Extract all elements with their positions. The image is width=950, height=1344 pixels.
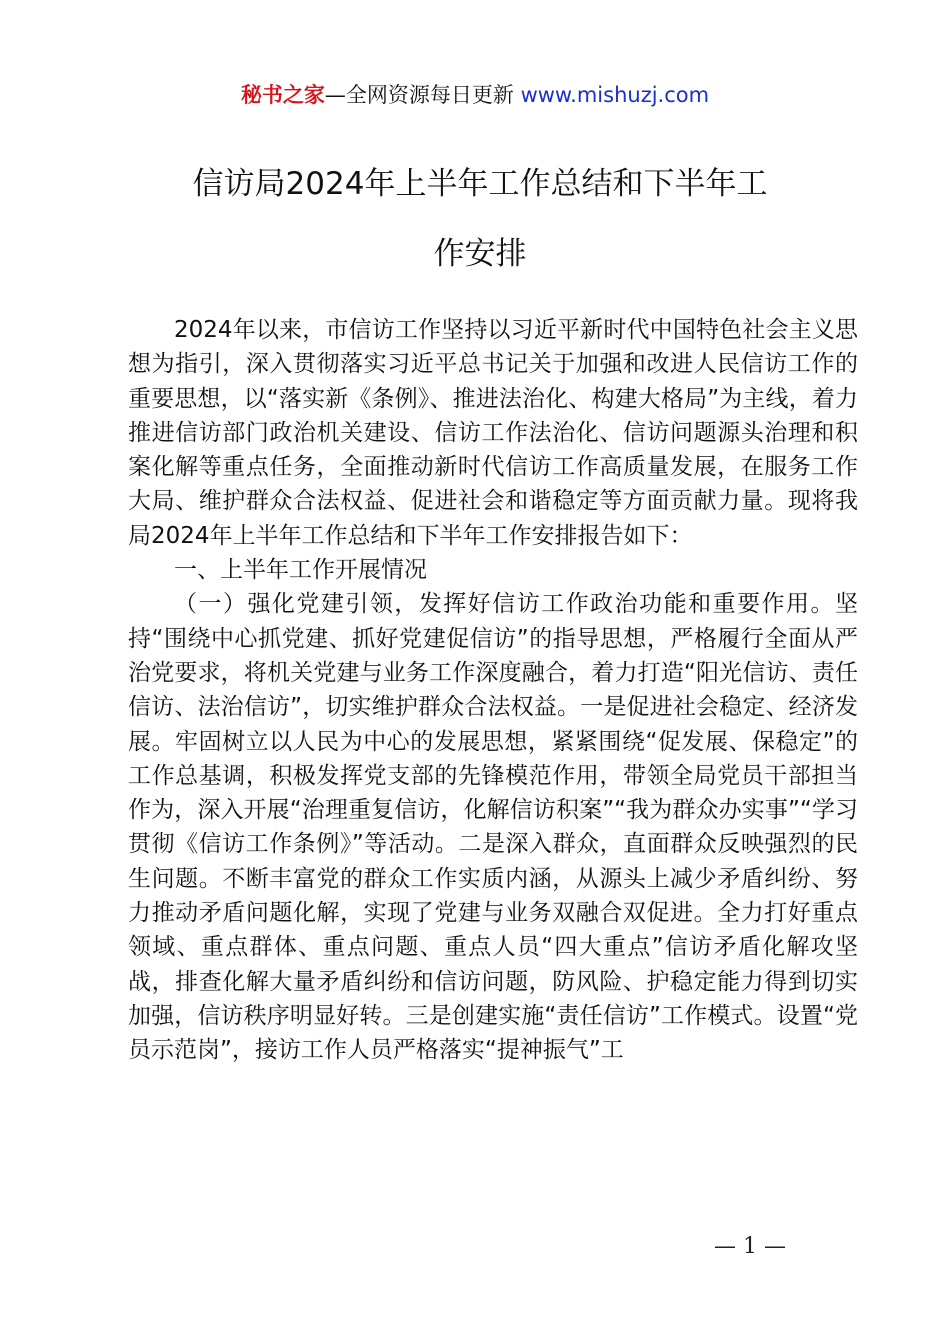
title-line-1: 信访局2024年上半年工作总结和下半年工 [192, 166, 768, 202]
site-tagline: —全网资源每日更新 [324, 83, 514, 107]
document-title [130, 160, 830, 278]
document-body [128, 313, 858, 1068]
site-brand: 秘书之家 [240, 83, 325, 107]
site-header [0, 80, 950, 110]
section-1-paragraph-1: （一）强化党建引领，发挥好信访工作政治功能和重要作用。坚持“围绕中心抓党建、抓好党建促信访”的指导思想，严格履行全面从严治党要求，将机关党建与业务工作深度融合，着力打造“阳光信访、责任信访、法治信访”，切实维护群众合法权益。一是促进社会稳定、经济发展。牢固树立以人民为中心的发展思想，紧紧围绕“促发展、保稳定”的工作总基调，积极发挥党支部的先锋模范作用，带领全局党员干部担当作为，深入开展“治理重复信访，化解信访积案”“我为群众办实事”“学习贯彻《信访工作条例》”等活动。二是深入群众，直面群众反映强烈的民生问题。不断丰富党的群众工作实质内涵，从源头上减少矛盾纠纷、努力推动矛盾问题化解，实现了党建与业务双融合双促进。全力打好重点领域、重点群体、重点问题、重点人员“四大重点”信访矛盾化解攻坚战，排查化解大量矛盾纠纷和信访问题，防风险、护稳定能力得到切实加强，信访秩序明显好转。三是创建实施“责任信访”工作模式。设置“党员示范岗”，接访工作人员严格落实“提神振气”工 [128, 591, 858, 1064]
page-number: — 1 — [714, 1234, 786, 1259]
title-line-2: 作安排 [433, 236, 527, 272]
site-url-link[interactable]: www.mishuzj.com [520, 83, 710, 107]
section-heading-1: 一、上半年工作开展情况 [174, 557, 427, 584]
intro-paragraph: 2024年以来，市信访工作坚持以习近平新时代中国特色社会主义思想为指引，深入贯彻落实习近平总书记关于加强和改进人民信访工作的重要思想，以“落实新《条例》、推进法治化、构建大格局”为主线，着力推进信访部门政治机关建设、信访工作法治化、信访问题源头治理和积案化解等重点任务，全面推动新时代信访工作高质量发展，在服务工作大局、维护群众合法权益、促进社会和谐稳定等方面贡献力量。现将我局2024年上半年工作总结和下半年工作安排报告如下： [128, 317, 858, 549]
